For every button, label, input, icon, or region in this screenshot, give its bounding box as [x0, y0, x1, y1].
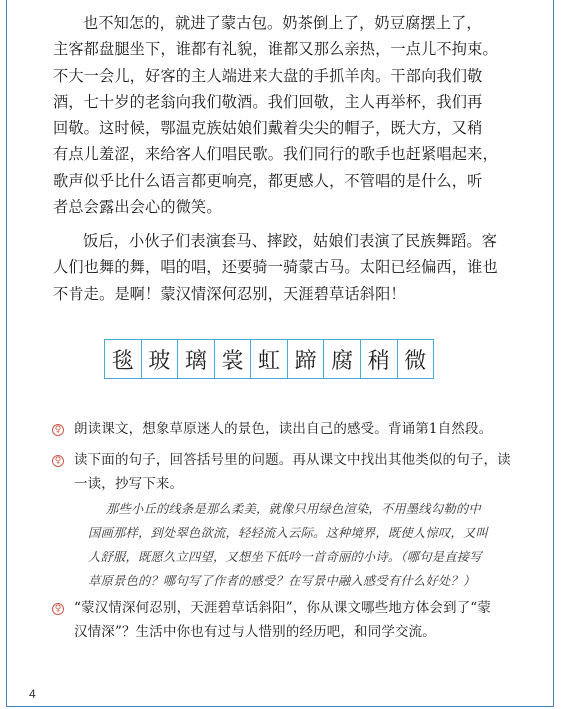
new-characters-grid — [104, 339, 434, 379]
character-cell: 蹄 — [288, 340, 325, 378]
ear-icon: ♀ — [52, 603, 64, 615]
character-cell: 稍 — [361, 340, 398, 378]
text-line: 人们也舞的舞，唱的唱，还要骑一骑蒙古马。太阳已经偏西，谁也 — [53, 258, 498, 277]
text-line: 草原景色的？哪句写了作者的感受？在写景中融入感受有什么好处？） — [88, 574, 476, 588]
text-line: “蒙汉情深何忍别，天涯碧草话斜阳”，你从课文哪些地方体会到了“蒙 — [74, 600, 492, 616]
character-cell: 腐 — [324, 340, 361, 378]
character-cell: 微 — [404, 348, 427, 374]
ear-icon: ♀ — [52, 424, 64, 436]
text-line: 一读，抄写下来。 — [74, 476, 184, 492]
page-number: 4 — [29, 687, 36, 701]
text-line: 读下面的句子，回答括号里的问题。再从课文中找出其他类似的句子，读 — [74, 452, 511, 468]
character-cell: 虹 — [251, 340, 288, 378]
text-line: 主客都盘腿坐下，谁都有礼貌，谁都又那么亲热，一点儿不拘束。 — [53, 40, 498, 59]
character-cell: 玻 — [142, 340, 179, 378]
text-line: 者总会露出会心的微笑。 — [53, 198, 222, 217]
text-line: 饭后，小伙子们表演套马、摔跤，姑娘们表演了民族舞蹈。客 — [83, 232, 498, 250]
text-line: 有点儿羞涩，来给客人们唱民歌。我们同行的歌手也赶紧唱起来， — [53, 145, 498, 164]
paragraph-1 — [53, 10, 505, 220]
ear-icon: ♀ — [52, 455, 64, 467]
text-line: 酒，七十岁的老翁向我们敬酒。我们回敬，主人再举杯，我们再 — [53, 92, 483, 111]
character-cell: 裳 — [215, 340, 252, 378]
text-line: 朗读课文，想象草原迷人的景色，读出自己的感受。背诵第1自然段。 — [74, 421, 493, 437]
paragraph-2 — [53, 228, 505, 307]
text-line: 那些小丘的线条是那么柔美，就像只用绿色渲染，不用墨线勾勒的中 — [106, 502, 481, 516]
quoted-passage — [88, 497, 488, 593]
text-line: 歌声似乎比什么语言都更响亮，都更感人，不管唱的是什么，听 — [53, 171, 483, 190]
character-cell: 毯 — [105, 340, 142, 378]
question-1 — [74, 417, 492, 441]
text-line: 汉情深”？生活中你也有过与人惜别的经历吧，和同学交流。 — [74, 624, 436, 640]
question-3 — [74, 596, 491, 644]
question-2 — [74, 448, 511, 496]
text-line: 不大一会儿，好客的主人端进来大盘的手抓羊肉。干部向我们敬 — [53, 66, 483, 85]
text-line: 不肯走。是啊！蒙汉情深何忍别，天涯碧草话斜阳！ — [53, 284, 406, 303]
text-line: 国画那样，到处翠色欲流，轻轻流入云际。这种境界，既使人惊叹，又叫 — [88, 526, 488, 540]
text-line: 人舒服，既愿久立四望，又想坐下低吟一首奇丽的小诗。（哪句是直接写 — [88, 550, 482, 564]
text-line: 也不知怎的，就进了蒙古包。奶茶倒上了，奶豆腐摆上了， — [83, 14, 482, 32]
character-cell: 璃 — [178, 340, 215, 378]
text-line: 回敬。这时候，鄂温克族姑娘们戴着尖尖的帽子，既大方，又稍 — [53, 119, 483, 138]
